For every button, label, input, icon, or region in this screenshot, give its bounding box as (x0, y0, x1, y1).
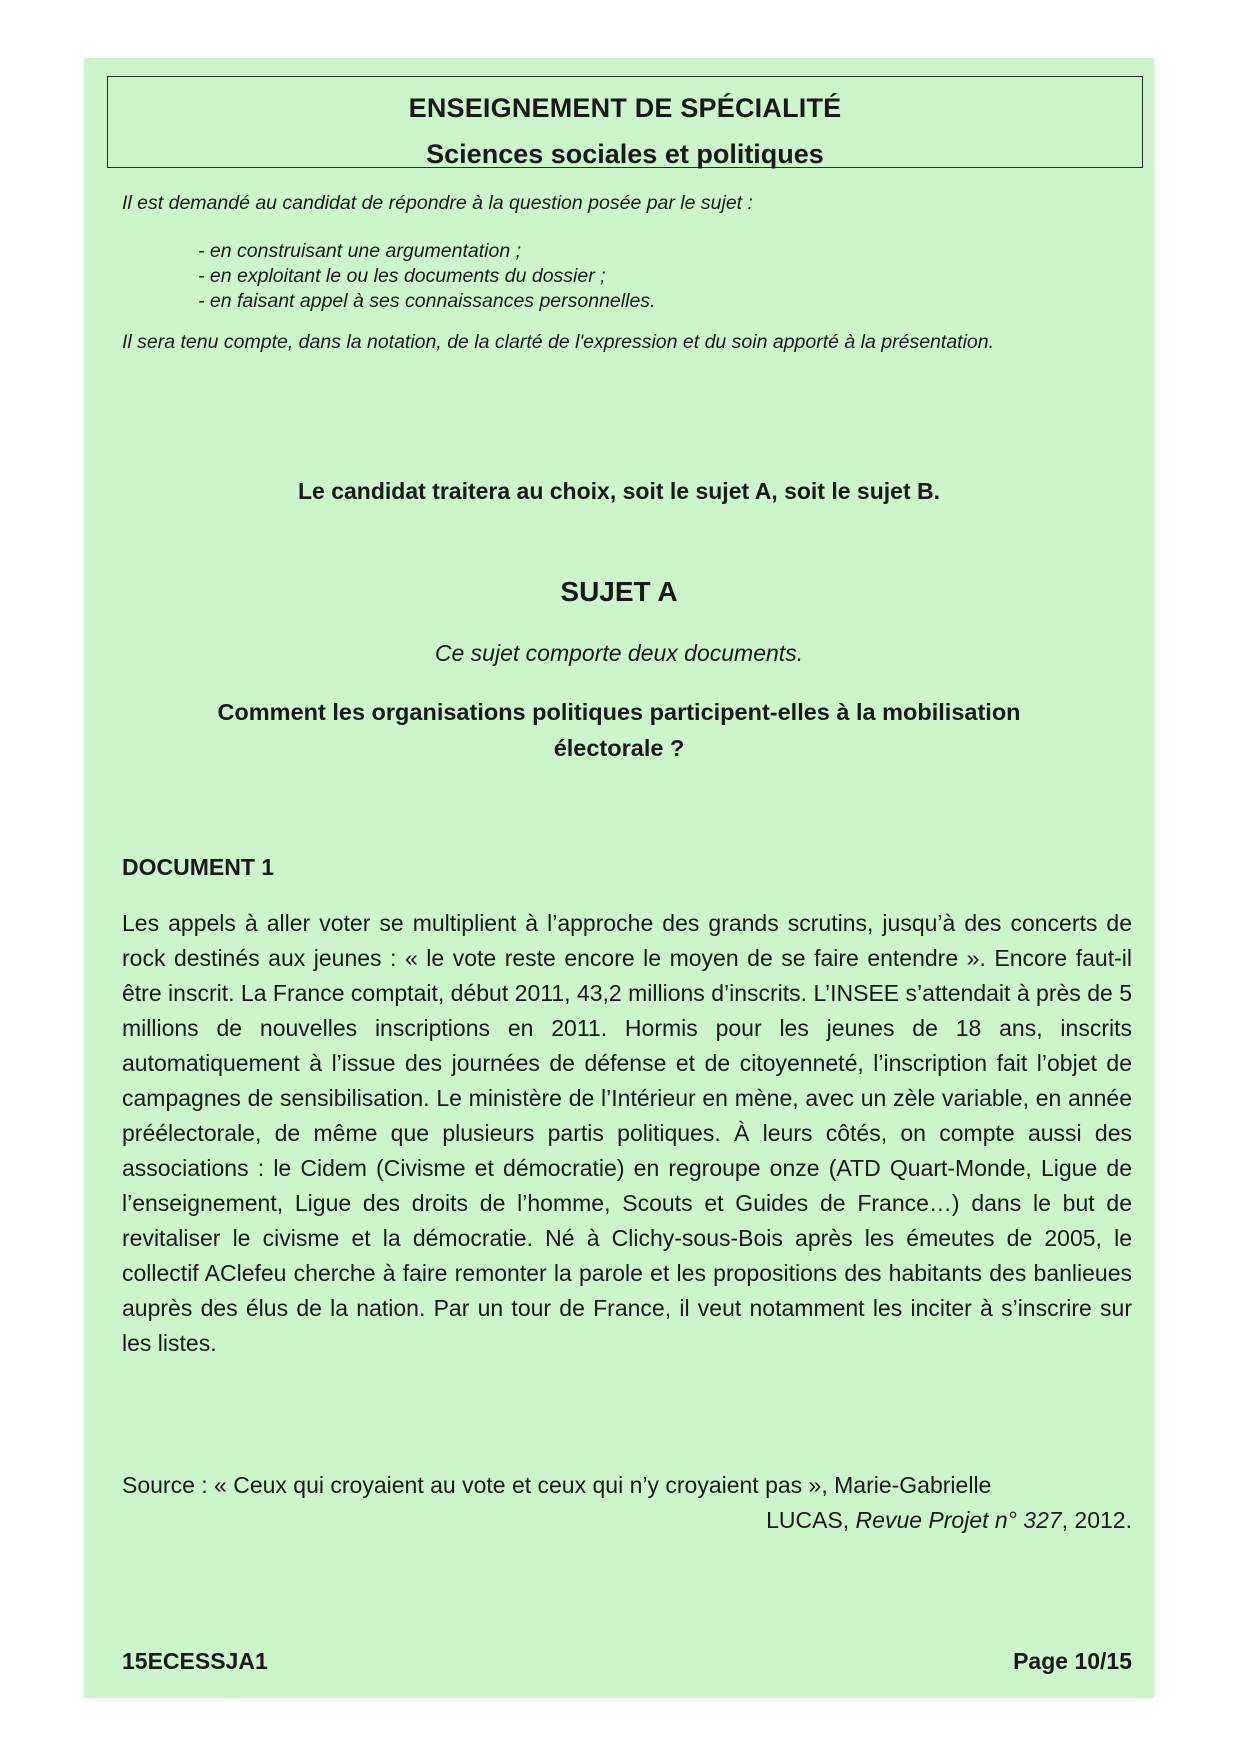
instruction-bullet: - en exploitant le ou les documents du dossier ; (198, 265, 606, 287)
document-source (122, 1468, 1132, 1538)
header-box (107, 76, 1143, 168)
subject-question (84, 694, 1154, 766)
choice-statement: Le candidat traitera au choix, soit le sujet A, soit le sujet B. (297, 478, 941, 504)
question-line-2: électorale ? (553, 735, 685, 761)
question-line-1: Comment les organisations politiques participent-elles à la mobilisation (217, 699, 1021, 725)
source-author: LUCAS, (766, 1507, 856, 1533)
exam-page (84, 58, 1154, 1698)
instruction-bullet: - en construisant une argumentation ; (198, 240, 522, 262)
source-line-2 (122, 1503, 1132, 1538)
source-journal: Revue Projet n° 327 (855, 1507, 1062, 1533)
exam-code: 15ECESSJA1 (122, 1648, 268, 1674)
page-title: ENSEIGNEMENT DE SPÉCIALITÉ (408, 93, 842, 123)
subject-title: SUJET A (560, 576, 678, 607)
subject-note: Ce sujet comporte deux documents. (434, 640, 804, 666)
source-line-1: Source : « Ceux qui croyaient au vote et ceux qui n’y croyaient pas », Marie-Gabrielle (122, 1472, 992, 1498)
instructions-intro: Il est demandé au candidat de répondre à la question posée par le sujet : (122, 192, 753, 214)
page-number: Page 10/15 (1013, 1648, 1132, 1674)
source-year: , 2012. (1061, 1507, 1132, 1533)
instruction-bullet: - en faisant appel à ses connaissances personnelles. (198, 290, 656, 312)
page-subtitle: Sciences sociales et politiques (426, 139, 824, 169)
instructions-notation: Il sera tenu compte, dans la notation, de la clarté de l'expression et du soin apporté à la présentation. (122, 331, 995, 353)
document-title: DOCUMENT 1 (122, 854, 275, 880)
document-body: Les appels à aller voter se multiplient à l’approche des grands scrutins, jusqu’à des concerts de rock destinés aux jeunes : « le vote reste encore le moyen de se faire entendre ». Encore faut-il être inscrit. La France comptait, début 2011, 43,2 millions d’inscrits. L’INSEE s’attendait à près de 5 millions de nouvelles inscriptions en 2011. Hormis pour les jeunes de 18 ans, inscrits automatiquement à l’issue des journées de défense et de citoyenneté, l’inscription fait l’objet de campagnes de sensibilisation. Le ministère de l’Intérieur en mène, avec un zèle variable, en année préélectorale, de même que plusieurs partis politiques. À leurs côtés, on compte aussi des associations : le Cidem (Civisme et démocratie) en regroupe onze (ATD Quart-Monde, Ligue de l’enseignement, Ligue des droits de l’homme, Scouts et Guides de France…) dans le but de revitaliser le civisme et la démocratie. Né à Clichy-sous-Bois après les émeutes de 2005, le collectif AClefeu cherche à faire remonter la parole et les propositions des habitants des banlieues auprès des élus de la nation. Par un tour de France, il veut notamment les inciter à s’inscrire sur les listes. (122, 910, 1132, 1356)
